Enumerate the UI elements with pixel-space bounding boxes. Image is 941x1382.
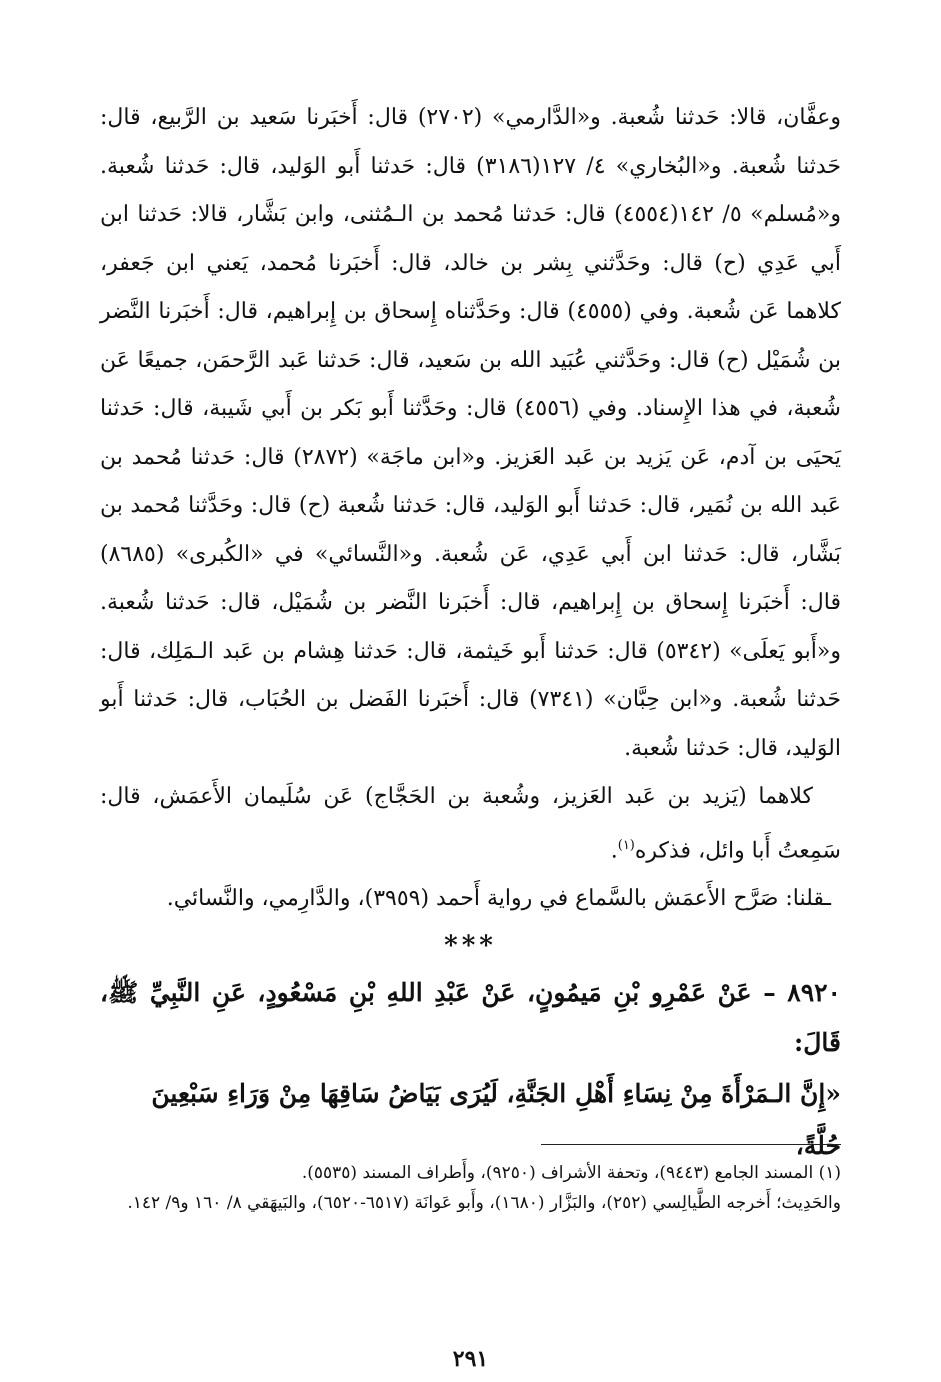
chain-end: . bbox=[610, 837, 618, 863]
note-prefix: ـ bbox=[824, 886, 831, 912]
chain-text: كلاهما (يَزيد بن عَبد العَزيز، وشُعبة بن الحَجَّاج) عَن سُلَيمان الأَعمَش، قال: سَمِعتُ أَبا وائل، فذكره bbox=[100, 784, 841, 863]
note-text: قلنا: صَرَّح الأَعمَش بالسَّماع في رواية أَحمد (٣٩٥٩)، والدَّارِمي، والنَّسائي. bbox=[166, 886, 825, 912]
main-text bbox=[100, 94, 841, 924]
footnote-ref-1[interactable]: (١) bbox=[617, 837, 635, 853]
hadith-matn: «إِنَّ الـمَرْأَةَ مِنْ نِسَاءِ أَهْلِ الجَنَّةِ، لَيُرَى بَيَاضُ سَاقِهَا مِنْ وَرَاءِ سَبْعِينَ حُلَّةً، bbox=[151, 1078, 841, 1160]
page-number: ٢٩١ bbox=[452, 1346, 489, 1372]
hadith-header bbox=[100, 968, 841, 1068]
footnotes bbox=[100, 1158, 841, 1218]
section-separator: *** bbox=[444, 930, 497, 961]
hadith-isnad: عَنْ عَمْرِو بْنِ مَيمُونٍ، عَنْ عَبْدِ اللهِ بْنِ مَسْعُودٍ، عَنِ النَّبِيِّ ﷺ، قَالَ: bbox=[100, 977, 841, 1057]
takhrij-paragraph: وعفَّان، قالا: حَدثنا شُعبة. و«الدَّارمي» (٢٧٠٢) قال: أَخبَرنا سَعيد بن الرَّبيع، قال: حَدثنا شُعبة. و«البُخاري» ٤/ ١٢٧(٣١٨٦) قال: حَدثنا أَبو الوَليد، قال: حَدثنا شُعبة. و«مُسلم» ٥/ ١٤٢(٤٥٥٤) قال: حَدثنا مُحمد بن الـمُثنى، وابن بَشَّار، قالا: حَدثنا ابن أَبي عَدِي (ح) قال: وحَدَّثني بِشر بن خالد، قال: أَخبَرنا مُحمد، يَعني ابن جَعفر، كلاهما عَن شُعبة. وفي (٤٥٥٥) قال: وحَدَّثناه إِسحاق بن إِبراهيم، قال: أَخبَرنا النَّضر بن شُمَيْل (ح) قال: وحَدَّثني عُبَيد الله بن سَعيد، قال: حَدثنا عَبد الرَّحمَن، جميعًا عَن شُعبة، في هذا الإِسناد. وفي (٤٥٥٦) قال: وحَدَّثنا أَبو بَكر بن أَبي شَيبة، قال: حَدثنا يَحيَى بن آدم، عَن يَزيد بن عَبد العَزيز. و«ابن ماجَة» (٢٨٧٢) قال: حَدثنا مُحمد بن عَبد الله بن نُمَير، قال: حَدثنا أَبو الوَليد، قال: حَدثنا شُعبة (ح) قال: وحَدَّثنا مُحمد بن بَشَّار، قال: حَدثنا ابن أَبي عَدِي، عَن شُعبة. و«النَّسائي» في «الكُبرى» (٨٦٨٥) قال: أَخبَرنا إِسحاق بن إِبراهيم، قال: أَخبَرنا النَّضر بن شُمَيْل، قال: حَدثنا شُعبة. و«أَبو يَعلَى» (٥٣٤٢) قال: حَدثنا أَبو خَيثمة، قال: حَدثنا هِشام بن عَبد الـمَلِك، قال: حَدثنا شُعبة. و«ابن حِبَّان» (٧٣٤١) قال: أَخبَرنا الفَضل بن الحُبَاب، قال: حَدثنا أَبو الوَليد، قال: حَدثنا شُعبة. bbox=[100, 105, 842, 761]
book-page bbox=[100, 94, 841, 1382]
footnote-divider bbox=[541, 1144, 841, 1145]
footnote-1: (١) المسند الجامع (٩٤٤٣)، وتحفة الأشراف (٩٢٥٠)، وأَطراف المسند (٥٥٣٥). bbox=[301, 1163, 841, 1183]
hadith-number: ٨٩٢٠ – bbox=[763, 977, 841, 1007]
chain-paragraph bbox=[100, 773, 841, 875]
editor-note bbox=[100, 875, 841, 924]
footnote-2: والحَدِيث؛ أَخرجه الطَّيالِسي (٢٥٢)، والبَزَّار (١٦٨٠)، وأَبو عَوانَة (٦٥١٧-٦٥٢٠)، والبَيهَقي ٨/ ١٦٠ و٩/ ١٤٢. bbox=[127, 1193, 841, 1213]
